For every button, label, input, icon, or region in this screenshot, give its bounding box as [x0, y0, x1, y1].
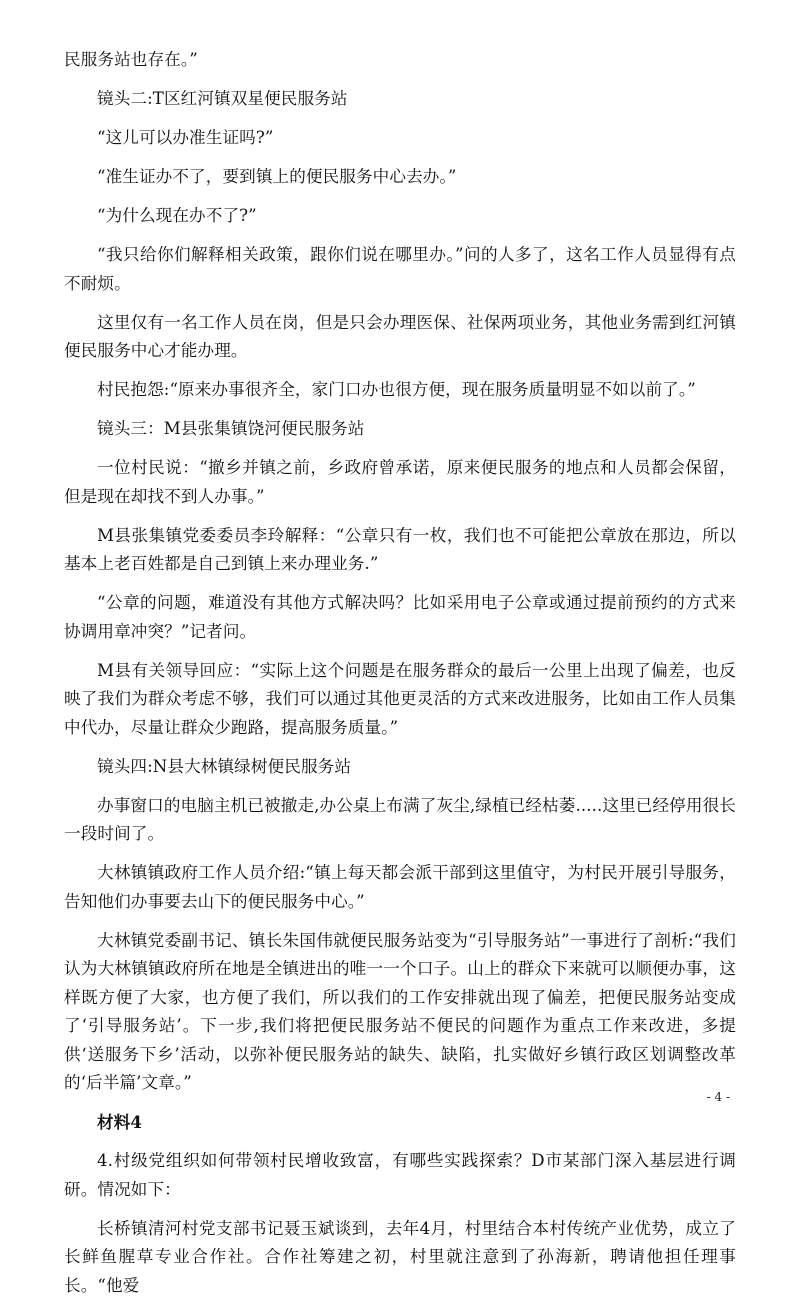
paragraph: “公章的问题，难道没有其他方式解决吗？比如采用电子公章或通过提前预约的方式来协调用章冲突？”记者问。: [64, 593, 736, 641]
paragraph: 村民抱怨:“原来办事很齐全，家门口办也很方便，现在服务质量明显不如以前了。”: [97, 380, 696, 399]
paragraph: 4.村级党组织如何带领村民增收致富，有哪些实践探索？D市某部门深入基层进行调研。情况如下：: [64, 1151, 736, 1199]
paragraph: “为什么现在办不了?”: [97, 206, 257, 225]
scene-heading: 镜头二:T区红河镇双星便民服务站: [97, 89, 348, 108]
section-heading: 材料4: [97, 1112, 143, 1132]
paragraph: 民服务站也存在。”: [64, 50, 198, 69]
paragraph: 长桥镇清河村党支部书记聂玉斌谈到，去年4月，村里结合本村传统产业优势，成立了长鲜鱼腥草专业合作社。合作社筹建之初，村里就注意到了孙海新，聘请他担任理事长。“他爱: [64, 1218, 736, 1295]
paragraph: “准生证办不了，要到镇上的便民服务中心去办。”: [97, 167, 457, 186]
body-text: [64, 46, 736, 1311]
paragraph: “这儿可以办准生证吗?”: [97, 128, 274, 147]
paragraph: 一位村民说：“撤乡并镇之前，乡政府曾承诺，原来便民服务的地点和人员都会保留，但是现在却找不到人办事。”: [64, 458, 736, 506]
paragraph: 大林镇镇政府工作人员介绍:“镇上每天都会派干部到这里值守，为村民开展引导服务，告知他们办事要去山下的便民服务中心。”: [64, 863, 736, 911]
paragraph: “我只给你们解释相关政策，跟你们说在哪里办。”问的人多了，这名工作人员显得有点不耐烦。: [64, 245, 736, 293]
paragraph: M县张集镇党委委员李玲解释：“公章只有一枚，我们也不可能把公章放在那边，所以基本上老百姓都是自己到镇上来办理业务.”: [64, 525, 736, 573]
paragraph: 这里仅有一名工作人员在岗，但是只会办理医保、社保两项业务，其他业务需到红河镇便民服务中心才能办理。: [64, 312, 736, 360]
scene-heading: 镜头三：M县张集镇饶河便民服务站: [97, 419, 365, 438]
scene-heading: 镜头四:N县大林镇绿树便民服务站: [97, 756, 352, 776]
page-number: - 4 -: [706, 1090, 730, 1104]
paragraph: M县有关领导回应：“实际上这个问题是在服务群众的最后一公里上出现了偏差，也反映了我们为群众考虑不够，我们可以通过其他更灵活的方式来改进服务，比如由工作人员集中代办，尽量让群众少跑路，提高服务质量。”: [64, 660, 736, 737]
paragraph: 大林镇党委副书记、镇长朱国伟就便民服务站变为“引导服务站”一事进行了剖析:“我们认为大林镇镇政府所在地是全镇进出的唯一一个口子。山上的群众下来就可以顺便办事，这样既方便了大家，也方便了我们，所以我们的工作安排就出现了偏差，把便民服务站变成了‘引导服务站’。下一步,我们将把便民服务站不便民的问题作为重点工作来改进，多提供‘送服务下乡’活动，以弥补便民服务站的缺失、缺陷，扎实做好乡镇行政区划调整改革的‘后半篇’文章。”: [64, 930, 736, 1092]
paragraph: 办事窗口的电脑主机已被撤走,办公桌上布满了灰尘,绿植已经枯萎.....这里已经停用很长一段时间了。: [64, 795, 736, 843]
